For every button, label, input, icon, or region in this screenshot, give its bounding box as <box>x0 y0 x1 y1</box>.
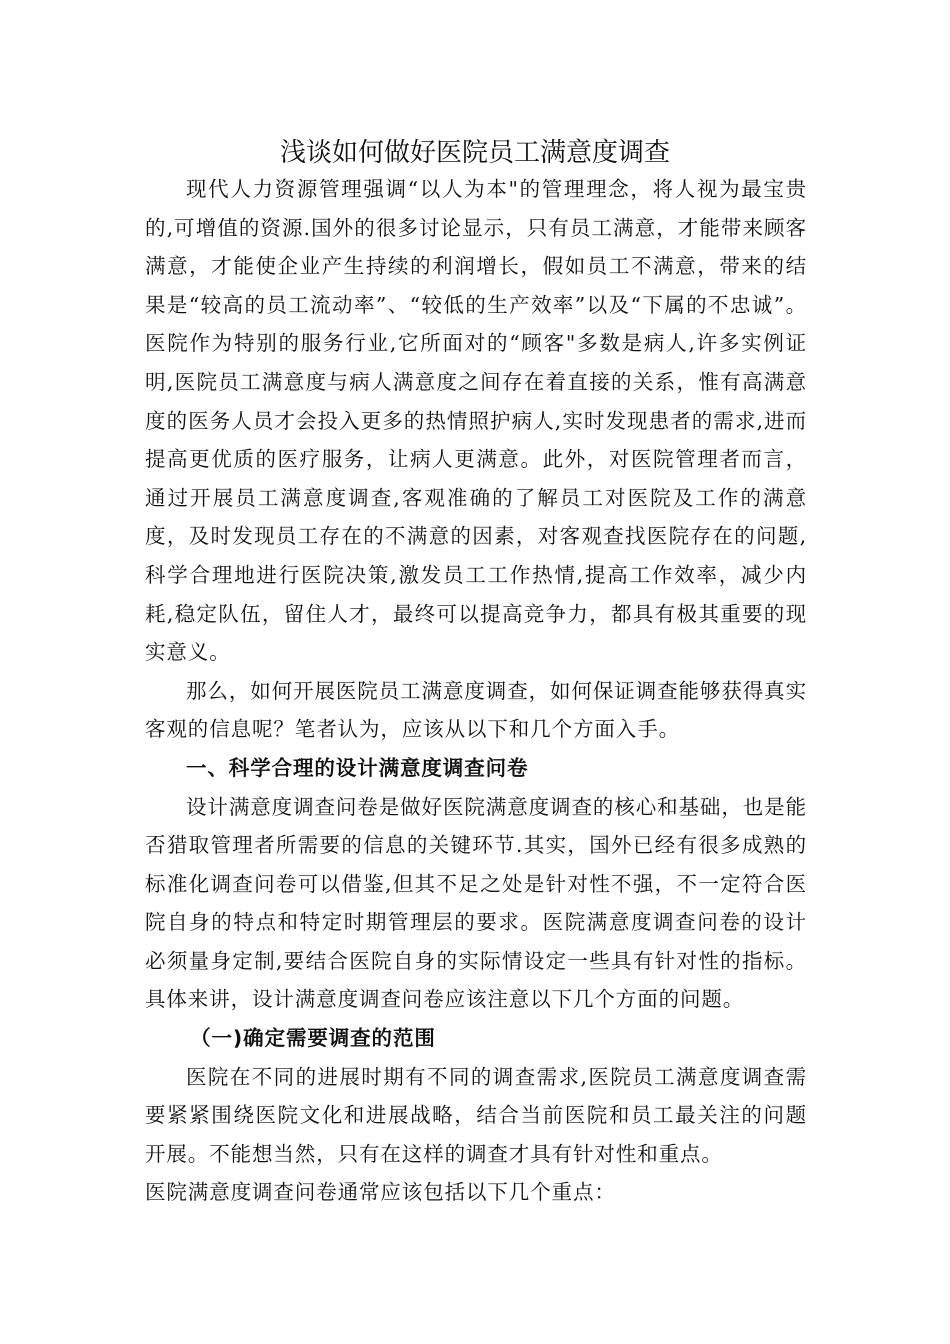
document-body <box>145 170 807 1212</box>
paragraph-subsection-1: 医院在不同的进展时期有不同的调查需求,医院员工满意度调查需要紧紧围绕医院文化和进展战略，结合当前医院和员工最关注的问题开展。不能想当然，只有在这样的调查才具有针对性和重点。 <box>145 1064 807 1166</box>
paragraph-subsection-2: 医院满意度调查问卷通常应该包括以下几个重点： <box>145 1180 616 1205</box>
document-title: 浅谈如何做好医院员工满意度调查 <box>279 138 670 168</box>
section-heading: 一、科学合理的设计满意度调查问卷 <box>186 755 529 780</box>
paragraph-intro: 现代人力资源管理强调“以人为本"的管理理念，将人视为最宝贵的,可增值的资源.国外的很多讨论显示，只有员工满意，才能带来顾客满意，才能使企业产生持续的利润增长，假如员工不满意，带来的结果是“较高的员工流动率”、“较低的生产效率”以及“下属的不忠诚”。医院作为特别的服务行业,它所面对的“顾客"多数是病人,许多实例证明,医院员工满意度与病人满意度之间存在着直接的关系，惟有高满意度的医务人员才会投入更多的热情照护病人,实时发现患者的需求,进而提高更优质的医疗服务，让病人更满意。此外，对医院管理者而言，通过开展员工满意度调查,客观准确的了解员工对医院及工作的满意度，及时发现员工存在的不满意的因素，对客观查找医院存在的问题,科学合理地进行医院决策,激发员工工作热情,提高工作效率，减少内耗,稳定队伍，留住人才，最终可以提高竞争力，都具有极其重要的现实意义。 <box>145 177 807 665</box>
paragraph-question: 那么，如何开展医院员工满意度调查，如何保证调查能够获得真实客观的信息呢？笔者认为，应该从以下和几个方面入手。 <box>145 678 807 742</box>
paragraph-section-1: 设计满意度调查问卷是做好医院满意度调查的核心和基础，也是能否猎取管理者所需要的信息的关键环节.其实，国外已经有很多成熟的标准化调查问卷可以借鉴,但其不足之处是针对性不强，不一定符合医院自身的特点和特定时期管理层的要求。医院满意度调查问卷的设计必须量身定制,要结合医院自身的实际情设定一些具有针对性的指标。具体来讲，设计满意度调查问卷应该注意以下几个方面的问题。 <box>145 794 807 1012</box>
subsection-heading: （一)确定需要调查的范围 <box>190 1026 436 1051</box>
